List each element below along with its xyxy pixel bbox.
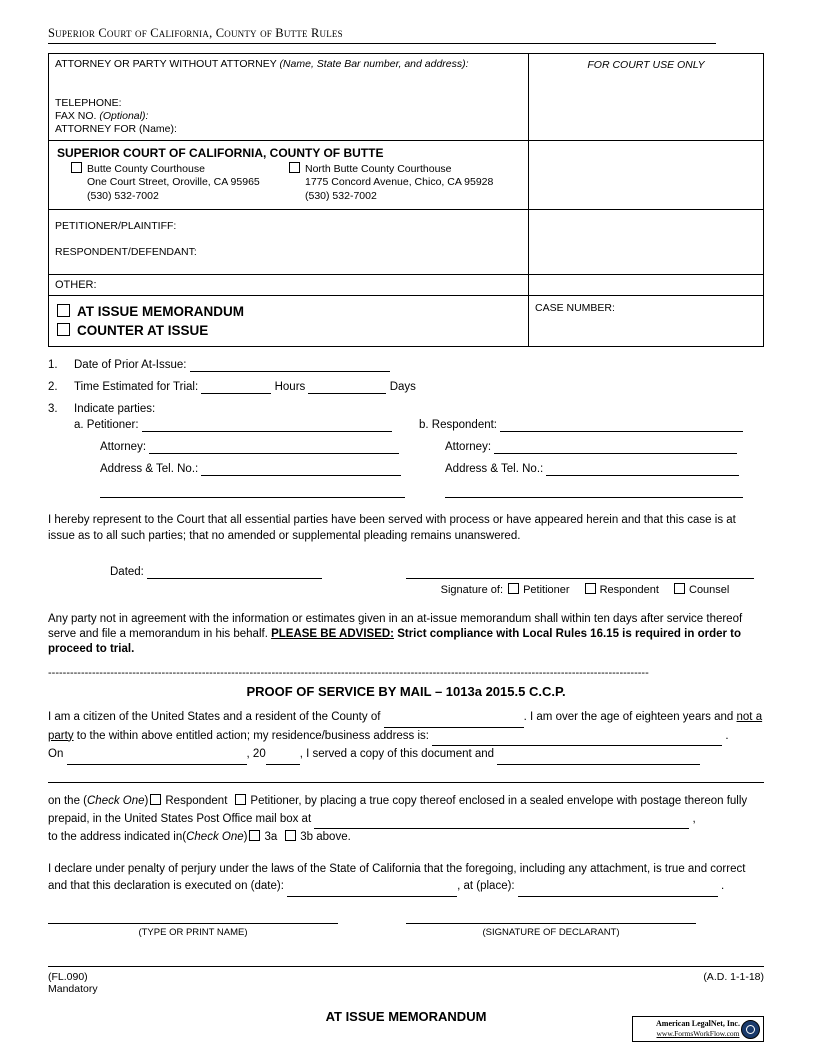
- pos-p4-text-c: above.: [316, 831, 351, 843]
- checkbox-icon[interactable]: [57, 304, 70, 317]
- other-label: OTHER:: [55, 279, 97, 291]
- dashed-divider: --------------------------------------------------------------------------------------------------------------------------------------------------------------------: [48, 667, 649, 679]
- respondent-address-field-2[interactable]: [445, 485, 743, 498]
- branch-oroville-address: One Court Street, Oroville, CA 95965: [87, 176, 260, 188]
- parties-address-row-2: [74, 485, 764, 498]
- signature-of-label: Signature of:: [440, 584, 503, 596]
- pos-p2-text-b: , 20: [246, 748, 266, 760]
- caption-top-row: [49, 54, 763, 141]
- counter-at-issue-option[interactable]: [57, 321, 522, 340]
- respondent-col: [419, 419, 764, 432]
- prior-at-issue-date-field[interactable]: [190, 359, 390, 372]
- pos-p1-text-c: to the within above entitled action; my residence/business address is:: [73, 729, 433, 742]
- item-2: [48, 381, 764, 394]
- pos-p5-end: .: [717, 880, 725, 892]
- attorney-contact-lines: [55, 97, 177, 136]
- pos-p3-text-a: on the (: [48, 795, 87, 807]
- branch-chico[interactable]: [289, 162, 507, 203]
- petitioner-name-field[interactable]: [142, 419, 392, 432]
- item-1-label: Date of Prior At-Issue:: [74, 359, 187, 371]
- footer: [48, 967, 764, 1038]
- respondent-address-field[interactable]: [546, 463, 739, 476]
- hours-label: Hours: [274, 381, 306, 393]
- court-name-cell: [49, 141, 529, 209]
- item-2-label: Time Estimated for Trial:: [74, 381, 199, 393]
- parties-row-right-blank: [529, 210, 763, 274]
- form-title-label: AT ISSUE MEMORANDUM: [77, 304, 244, 319]
- attorney-for-label: ATTORNEY FOR (Name):: [55, 123, 177, 135]
- dated-label: Dated:: [110, 566, 144, 578]
- pos-3a-option: 3a: [264, 831, 278, 843]
- pos-respondent-option: Respondent: [165, 795, 228, 807]
- item-1-content: [74, 359, 390, 372]
- pos-p1-underline-2: party: [48, 729, 74, 742]
- item-3: [48, 403, 764, 415]
- execution-place-field[interactable]: [518, 878, 718, 897]
- dated-row: [48, 566, 764, 596]
- other-row-right-blank: [529, 275, 763, 295]
- service-year-field[interactable]: [266, 746, 300, 765]
- petitioner-plaintiff-label: PETITIONER/PLAINTIFF:: [55, 220, 177, 232]
- footer-form-title: AT ISSUE MEMORANDUM: [325, 1008, 487, 1024]
- form-title-row: [49, 296, 763, 346]
- served-document-field-2[interactable]: [48, 765, 764, 784]
- signature-option-respondent: Respondent: [599, 584, 659, 596]
- other-cell[interactable]: [49, 275, 529, 295]
- mailbox-location-field[interactable]: [314, 811, 689, 830]
- court-branches: [49, 162, 528, 209]
- checkbox-icon[interactable]: [249, 830, 260, 841]
- attorney-cell[interactable]: [49, 54, 529, 140]
- dated-col: [48, 566, 406, 596]
- petitioner-address-field[interactable]: [201, 463, 401, 476]
- pos-p1-end: .: [722, 729, 729, 742]
- header-divider: [48, 43, 716, 44]
- signature-col: [406, 566, 764, 596]
- parties-cell[interactable]: [49, 210, 529, 274]
- respondent-attorney-field[interactable]: [494, 441, 737, 454]
- item-3-number: 3.: [48, 403, 58, 415]
- dated-field[interactable]: [147, 566, 322, 579]
- advice-bold-rest: Strict compliance with Local Rules 16.15 is required in order to proceed to trial.: [48, 628, 742, 655]
- declarant-signature-caption: (SIGNATURE OF DECLARANT): [482, 926, 620, 938]
- representation-paragraph: I hereby represent to the Court that all essential parties have been served with process or have appeared herein and that this case is at issue as to all such parties; that no amended or supplemental pleading remains unanswered.: [48, 514, 736, 542]
- pos-p1-text-b: . I am over the age of eighteen years and: [523, 711, 737, 723]
- checkbox-icon[interactable]: [235, 794, 246, 805]
- at-issue-memorandum-option[interactable]: [57, 302, 522, 321]
- county-field[interactable]: [384, 709, 524, 728]
- declarant-signature-blocks: [48, 923, 764, 938]
- service-date-field[interactable]: [67, 746, 247, 765]
- attorney-label: ATTORNEY OR PARTY WITHOUT ATTORNEY (Name, State Bar number, and address):: [55, 58, 469, 70]
- execution-date-field[interactable]: [287, 878, 457, 897]
- pos-p3-text-c: , by placing a true copy thereof enclosed in a sealed envelope with postage thereon fully prepaid, in the United States Post Office mail box at: [48, 795, 748, 825]
- served-document-field[interactable]: [497, 746, 700, 765]
- petitioner-address-col: [74, 463, 419, 476]
- checkbox-icon[interactable]: [508, 583, 519, 594]
- pos-p1-text-a: I am a citizen of the United States and a resident of the County of: [48, 711, 384, 723]
- respondent-attorney-col: [419, 441, 764, 454]
- signature-of-row: [406, 583, 764, 596]
- pos-petitioner-option: Petitioner: [250, 795, 299, 807]
- petitioner-address-field-2[interactable]: [100, 485, 405, 498]
- branch-oroville[interactable]: [71, 162, 289, 203]
- petitioner-attorney-col: [74, 441, 419, 454]
- fax-label: FAX NO. (Optional):: [55, 110, 149, 122]
- parties-names-row: [74, 419, 764, 432]
- court-row: [49, 141, 763, 210]
- legalnet-name: American LegalNet, Inc.: [656, 1018, 740, 1028]
- caption-box: [48, 53, 764, 347]
- item-1: [48, 359, 764, 372]
- court-use-cell: [529, 54, 763, 140]
- declarant-signature-block: [406, 923, 764, 938]
- court-row-right-blank: [529, 141, 763, 209]
- item-3-parties: [74, 419, 764, 498]
- checkbox-icon[interactable]: [674, 583, 685, 594]
- item-2-number: 2.: [48, 381, 58, 393]
- respondent-address-col: [419, 463, 764, 476]
- pos-paragraph-1: [48, 709, 764, 783]
- proof-of-service-title: PROOF OF SERVICE BY MAIL – 1013a 2015.5 C.C.P.: [246, 684, 566, 699]
- legalnet-stamp: [632, 1016, 764, 1042]
- branch-chico-phone: (530) 532-7002: [305, 190, 377, 202]
- attorney-label: Attorney:: [445, 441, 492, 453]
- attorney-label: Attorney:: [100, 441, 147, 453]
- checkbox-icon[interactable]: [150, 794, 161, 805]
- item-1-number: 1.: [48, 359, 58, 371]
- branch-chico-checkbox-row[interactable]: [289, 162, 507, 175]
- respondent-defendant-label: RESPONDENT/DEFENDANT:: [55, 246, 197, 258]
- check-one-label: Check One: [186, 831, 244, 843]
- court-rules-header: Superior Court of California, County of Butte Rules: [48, 26, 343, 40]
- form-title-cell[interactable]: [49, 296, 529, 346]
- legalnet-url[interactable]: www.FormsWorkFlow.com: [656, 1028, 740, 1038]
- case-number-label: CASE NUMBER:: [535, 302, 615, 314]
- signature-field[interactable]: [406, 566, 754, 579]
- other-row: [49, 275, 763, 296]
- pos-p2-text-c: , I served a copy of this document and: [299, 748, 498, 760]
- petitioner-col: [74, 419, 419, 432]
- item-3-label: Indicate parties:: [74, 403, 156, 415]
- pos-p5-text-b: , at (place):: [457, 880, 518, 892]
- parties-row: [49, 210, 763, 275]
- print-name-caption: (TYPE OR PRINT NAME): [138, 926, 248, 938]
- address-label: Address & Tel. No.:: [100, 463, 199, 475]
- branch-chico-address: 1775 Concord Avenue, Chico, CA 95928: [305, 176, 494, 188]
- pos-p2-text-a: On: [48, 748, 67, 760]
- form-title-label: COUNTER AT ISSUE: [77, 323, 209, 338]
- case-number-cell[interactable]: [529, 296, 763, 346]
- days-label: Days: [389, 381, 416, 393]
- legalnet-logo-icon: [741, 1020, 760, 1039]
- print-name-block: [48, 923, 406, 938]
- form-number: (FL.090): [48, 970, 88, 983]
- for-court-use-only-label: FOR COURT USE ONLY: [587, 59, 705, 71]
- residence-address-field[interactable]: [432, 728, 722, 747]
- address-label: Address & Tel. No.:: [445, 463, 544, 475]
- pos-p3-end: ,: [689, 812, 696, 825]
- checkbox-icon[interactable]: [285, 830, 296, 841]
- parties-attorneys-row: [74, 441, 764, 454]
- signature-option-counsel: Counsel: [689, 584, 730, 596]
- checkbox-icon[interactable]: [71, 162, 82, 173]
- pos-p4-text-b: ): [243, 831, 248, 843]
- checkbox-icon[interactable]: [585, 583, 596, 594]
- form-body: [48, 359, 764, 938]
- respondent-name-field[interactable]: [500, 419, 743, 432]
- mandatory-label: Mandatory: [48, 982, 98, 995]
- trial-hours-field[interactable]: [201, 381, 271, 394]
- signature-option-petitioner: Petitioner: [523, 584, 570, 596]
- respondent-address-col-2: [419, 485, 764, 498]
- branch-oroville-phone: (530) 532-7002: [87, 190, 159, 202]
- pos-p3-text-b: ): [144, 795, 149, 807]
- branch-name: Butte County Courthouse: [87, 163, 205, 175]
- branch-oroville-checkbox-row[interactable]: [71, 162, 289, 175]
- pos-3b-option: 3b: [300, 831, 314, 843]
- petitioner-label: a. Petitioner:: [74, 419, 139, 431]
- adopted-date: (A.D. 1-1-18): [703, 970, 764, 983]
- pos-p4-text-a: to the address indicated in(: [48, 831, 187, 843]
- checkbox-icon[interactable]: [57, 323, 70, 336]
- pos-paragraph-3: [48, 861, 764, 897]
- respondent-label: b. Respondent:: [419, 419, 498, 431]
- advice-paragraph: [48, 612, 764, 657]
- item-2-content: [74, 381, 416, 394]
- petitioner-attorney-field[interactable]: [149, 441, 399, 454]
- pos-paragraph-2: [48, 793, 764, 847]
- petitioner-address-col-2: [74, 485, 419, 498]
- pos-p1-underline-1: not a: [736, 711, 763, 723]
- parties-address-row: [74, 463, 764, 476]
- please-be-advised-label: PLEASE BE ADVISED:: [271, 628, 394, 640]
- branch-name: North Butte County Courthouse: [305, 163, 452, 175]
- pos-p5-text-a: I declare under penalty of perjury under the laws of the State of California that the foregoing, including any attachment, is true and correct and that this declaration is executed on (date):: [48, 862, 746, 892]
- trial-days-field[interactable]: [308, 381, 386, 394]
- checkbox-icon[interactable]: [289, 162, 300, 173]
- check-one-label: Check One: [87, 795, 145, 807]
- court-title: SUPERIOR COURT OF CALIFORNIA, COUNTY OF BUTTE: [57, 146, 384, 160]
- advice-text-1: Any party not in agreement with the information or estimates given in an at-issue memorandum shall within ten days after service thereof serve and file a memorandum in his behalf.: [48, 613, 743, 640]
- telephone-label: TELEPHONE:: [55, 97, 122, 109]
